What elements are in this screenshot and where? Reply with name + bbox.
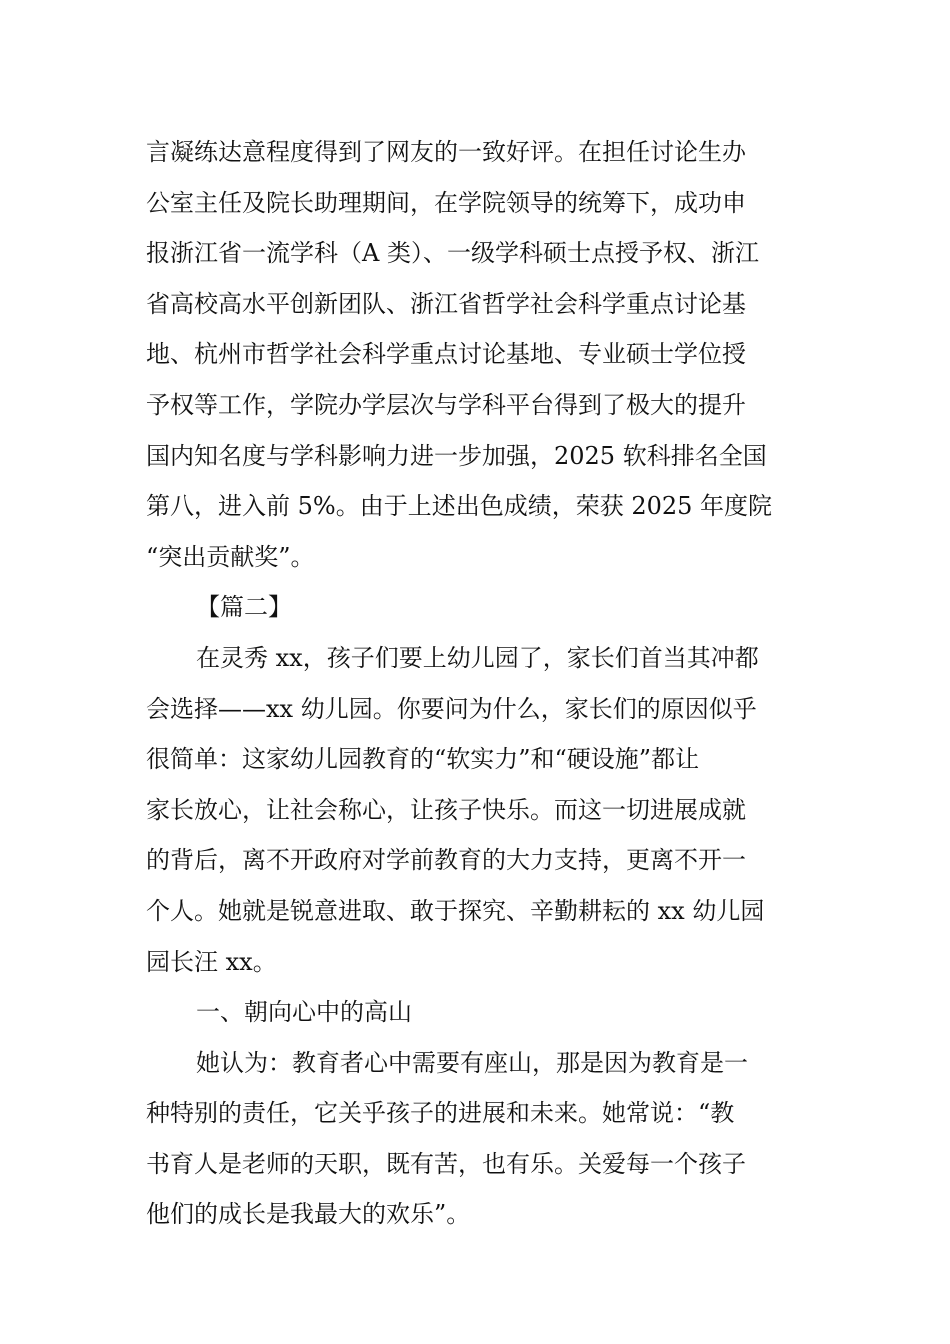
text-line: 他们的成长是我最大的欢乐”。 [146, 1200, 471, 1229]
text-line: 很简单：这家幼儿园教育的“软实力”和“硬设施”都让 [146, 745, 700, 774]
text-line: 地、杭州市哲学社会科学重点讨论基地、专业硕士学位授 [146, 340, 746, 369]
text-line: 个人。她就是锐意进取、敢于探究、辛勤耕耘的 xx 幼儿园 [146, 896, 765, 925]
section-heading: 【篇二】 [196, 593, 292, 622]
text-line: 家长放心，让社会称心，让孩子快乐。而这一切进展成就 [146, 795, 746, 824]
text-line: 予权等工作，学院办学层次与学科平台得到了极大的提升 [146, 390, 746, 419]
text-line: 她认为：教育者心中需要有座山，那是因为教育是一 [196, 1048, 748, 1077]
subsection-heading: 一、朝向心中的高山 [196, 998, 412, 1027]
text-line: 的背后，离不开政府对学前教育的大力支持，更离不开一 [146, 846, 746, 875]
text-line: 报浙江省一流学科（A 类）、一级学科硕士点授予权、浙江 [146, 239, 759, 268]
text-line: “突出贡献奖”。 [146, 542, 315, 571]
text-line: 会选择——xx 幼儿园。你要问为什么，家长们的原因似乎 [146, 694, 757, 723]
text-line: 园长汪 xx。 [146, 947, 277, 976]
body-text [146, 127, 806, 1240]
text-line: 言凝练达意程度得到了网友的一致好评。在担任讨论生办 [146, 138, 746, 166]
text-line: 第八，进入前 5%。由于上述出色成绩，荣获 2025 年度院 [146, 492, 773, 521]
text-line: 书育人是老师的天职，既有苦，也有乐。关爱每一个孩子 [146, 1149, 746, 1178]
text-line: 省高校高水平创新团队、浙江省哲学社会科学重点讨论基 [146, 289, 746, 318]
text-line: 种特别的责任，它关乎孩子的进展和未来。她常说：“教 [146, 1099, 735, 1128]
text-line: 公室主任及院长助理期间，在学院领导的统筹下，成功申 [146, 188, 746, 217]
text-line: 在灵秀 xx，孩子们要上幼儿园了，家长们首当其冲都 [196, 643, 759, 672]
text-line: 国内知名度与学科影响力进一步加强，2025 软科排名全国 [146, 441, 767, 470]
